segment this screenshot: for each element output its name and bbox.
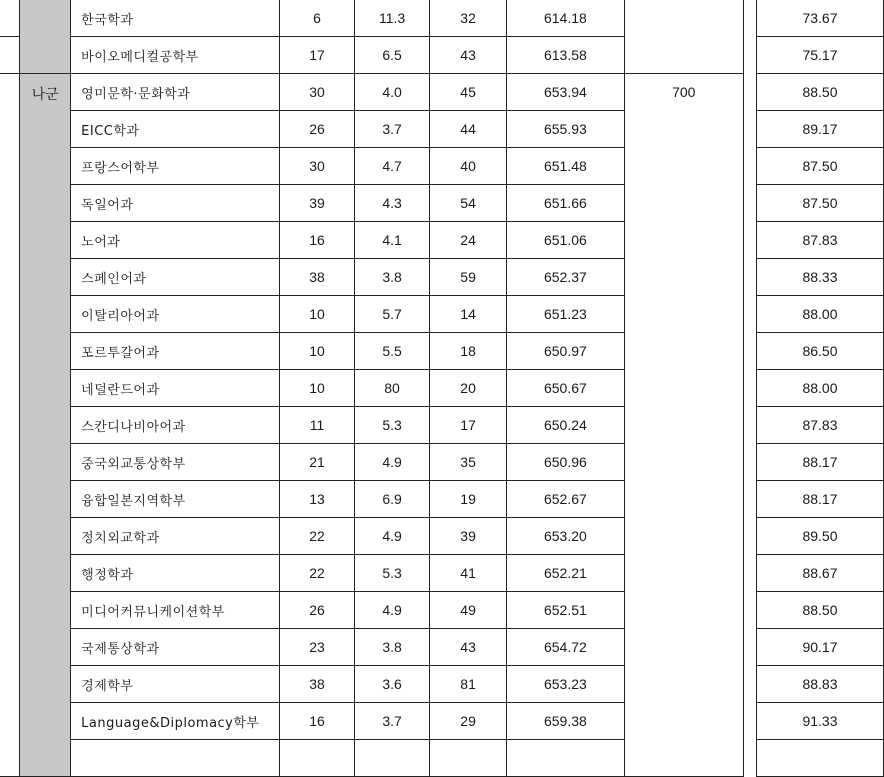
competition-rate-cell: 4.9 — [354, 518, 429, 555]
spacer-cell — [743, 0, 756, 37]
percentile-cell: 87.50 — [756, 148, 883, 185]
group-cell-na: 나군 — [20, 74, 71, 777]
competition-rate-cell: 3.7 — [354, 703, 429, 740]
table-row — [0, 74, 884, 111]
waitlist-cell — [430, 740, 507, 777]
competition-rate-cell: 4.0 — [354, 74, 429, 111]
quota-cell: 23 — [280, 629, 355, 666]
department-name: 한국학과 — [71, 0, 280, 37]
competition-rate-cell: 4.1 — [354, 222, 429, 259]
department-name: 스페인어과 — [71, 259, 280, 296]
competition-rate-cell: 3.8 — [354, 629, 429, 666]
table-row — [0, 37, 884, 74]
waitlist-cell: 81 — [430, 666, 507, 703]
competition-rate-cell: 5.5 — [354, 333, 429, 370]
table-row — [0, 0, 884, 37]
percentile-cell: 89.17 — [756, 111, 883, 148]
score-cell: 653.20 — [506, 518, 624, 555]
department-name: 스칸디나비아어과 — [71, 407, 280, 444]
waitlist-cell: 19 — [430, 481, 507, 518]
competition-rate-cell: 6.9 — [354, 481, 429, 518]
department-name: 독일어과 — [71, 185, 280, 222]
waitlist-cell: 59 — [430, 259, 507, 296]
department-name: 미디어커뮤니케이션학부 — [71, 592, 280, 629]
percentile-cell: 89.50 — [756, 518, 883, 555]
department-name: Language&Diplomacy학부 — [71, 703, 280, 740]
waitlist-cell: 29 — [430, 703, 507, 740]
percentile-cell: 88.00 — [756, 370, 883, 407]
department-name: 프랑스어학부 — [71, 148, 280, 185]
waitlist-cell: 18 — [430, 333, 507, 370]
waitlist-cell: 32 — [430, 0, 507, 37]
quota-cell: 30 — [280, 148, 355, 185]
score-cell: 652.21 — [506, 555, 624, 592]
competition-rate-cell: 4.7 — [354, 148, 429, 185]
left-margin-cell — [0, 0, 20, 37]
percentile-cell: 88.17 — [756, 444, 883, 481]
waitlist-cell: 14 — [430, 296, 507, 333]
score-cell: 651.66 — [506, 185, 624, 222]
recruit-score-cell-ga — [624, 0, 743, 74]
department-name: 국제통상학과 — [71, 629, 280, 666]
waitlist-cell: 49 — [430, 592, 507, 629]
competition-rate-cell: 80 — [354, 370, 429, 407]
score-cell: 652.37 — [506, 259, 624, 296]
score-cell: 613.58 — [506, 37, 624, 74]
score-cell: 650.97 — [506, 333, 624, 370]
competition-rate-cell: 4.9 — [354, 444, 429, 481]
percentile-cell: 88.50 — [756, 592, 883, 629]
quota-cell: 16 — [280, 703, 355, 740]
score-cell: 652.51 — [506, 592, 624, 629]
score-cell: 651.23 — [506, 296, 624, 333]
department-name: 네덜란드어과 — [71, 370, 280, 407]
competition-rate-cell: 5.7 — [354, 296, 429, 333]
percentile-cell: 87.83 — [756, 407, 883, 444]
quota-cell: 26 — [280, 592, 355, 629]
quota-cell: 10 — [280, 370, 355, 407]
score-cell: 652.67 — [506, 481, 624, 518]
department-name: 이탈리아어과 — [71, 296, 280, 333]
percentile-cell: 88.00 — [756, 296, 883, 333]
score-cell: 651.48 — [506, 148, 624, 185]
score-cell: 659.38 — [506, 703, 624, 740]
waitlist-cell: 41 — [430, 555, 507, 592]
percentile-cell — [756, 740, 883, 777]
score-cell — [506, 740, 624, 777]
waitlist-cell: 24 — [430, 222, 507, 259]
quota-cell: 21 — [280, 444, 355, 481]
department-name: 포르투갈어과 — [71, 333, 280, 370]
department-name: 중국외교통상학부 — [71, 444, 280, 481]
spacer-cell — [743, 74, 756, 777]
waitlist-cell: 20 — [430, 370, 507, 407]
quota-cell: 38 — [280, 666, 355, 703]
percentile-cell: 90.17 — [756, 629, 883, 666]
competition-rate-cell — [354, 740, 429, 777]
competition-rate-cell: 3.6 — [354, 666, 429, 703]
quota-cell: 11 — [280, 407, 355, 444]
competition-rate-cell: 3.7 — [354, 111, 429, 148]
waitlist-cell: 17 — [430, 407, 507, 444]
percentile-cell: 88.50 — [756, 74, 883, 111]
waitlist-cell: 54 — [430, 185, 507, 222]
quota-cell: 13 — [280, 481, 355, 518]
quota-cell: 10 — [280, 333, 355, 370]
quota-cell: 10 — [280, 296, 355, 333]
competition-rate-cell: 11.3 — [354, 0, 429, 37]
quota-cell: 22 — [280, 555, 355, 592]
competition-rate-cell: 5.3 — [354, 407, 429, 444]
percentile-cell: 86.50 — [756, 333, 883, 370]
percentile-cell: 73.67 — [756, 0, 883, 37]
department-name — [71, 740, 280, 777]
score-cell: 650.96 — [506, 444, 624, 481]
waitlist-cell: 43 — [430, 37, 507, 74]
waitlist-cell: 39 — [430, 518, 507, 555]
percentile-cell: 87.83 — [756, 222, 883, 259]
score-cell: 653.23 — [506, 666, 624, 703]
left-margin-cell — [0, 74, 20, 777]
competition-rate-cell: 4.9 — [354, 592, 429, 629]
quota-cell: 16 — [280, 222, 355, 259]
quota-cell: 6 — [280, 0, 355, 37]
quota-cell: 17 — [280, 37, 355, 74]
quota-cell: 38 — [280, 259, 355, 296]
waitlist-cell: 43 — [430, 629, 507, 666]
competition-rate-cell: 5.3 — [354, 555, 429, 592]
quota-cell: 26 — [280, 111, 355, 148]
group-cell-ga — [20, 0, 71, 74]
quota-cell: 22 — [280, 518, 355, 555]
quota-cell: 39 — [280, 185, 355, 222]
score-cell: 650.67 — [506, 370, 624, 407]
competition-rate-cell: 3.8 — [354, 259, 429, 296]
competition-rate-cell: 4.3 — [354, 185, 429, 222]
score-cell: 654.72 — [506, 629, 624, 666]
score-cell: 651.06 — [506, 222, 624, 259]
department-name: 경제학부 — [71, 666, 280, 703]
percentile-cell: 88.83 — [756, 666, 883, 703]
percentile-cell: 88.33 — [756, 259, 883, 296]
percentile-cell: 75.17 — [756, 37, 883, 74]
waitlist-cell: 40 — [430, 148, 507, 185]
score-cell: 614.18 — [506, 0, 624, 37]
department-name: 영미문학·문화학과 — [71, 74, 280, 111]
department-name: 바이오메디컬공학부 — [71, 37, 280, 74]
department-name: 행정학과 — [71, 555, 280, 592]
quota-cell: 30 — [280, 74, 355, 111]
waitlist-cell: 35 — [430, 444, 507, 481]
department-name: EICC학과 — [71, 111, 280, 148]
left-margin-cell — [0, 37, 20, 74]
recruit-score-cell-na: 700 — [624, 74, 743, 777]
percentile-cell: 87.50 — [756, 185, 883, 222]
score-cell: 655.93 — [506, 111, 624, 148]
score-cell: 650.24 — [506, 407, 624, 444]
department-name: 융합일본지역학부 — [71, 481, 280, 518]
quota-cell — [280, 740, 355, 777]
percentile-cell: 88.17 — [756, 481, 883, 518]
department-name: 정치외교학과 — [71, 518, 280, 555]
department-name: 노어과 — [71, 222, 280, 259]
waitlist-cell: 44 — [430, 111, 507, 148]
spacer-cell — [743, 37, 756, 74]
waitlist-cell: 45 — [430, 74, 507, 111]
percentile-cell: 88.67 — [756, 555, 883, 592]
competition-rate-cell: 6.5 — [354, 37, 429, 74]
score-cell: 653.94 — [506, 74, 624, 111]
percentile-cell: 91.33 — [756, 703, 883, 740]
